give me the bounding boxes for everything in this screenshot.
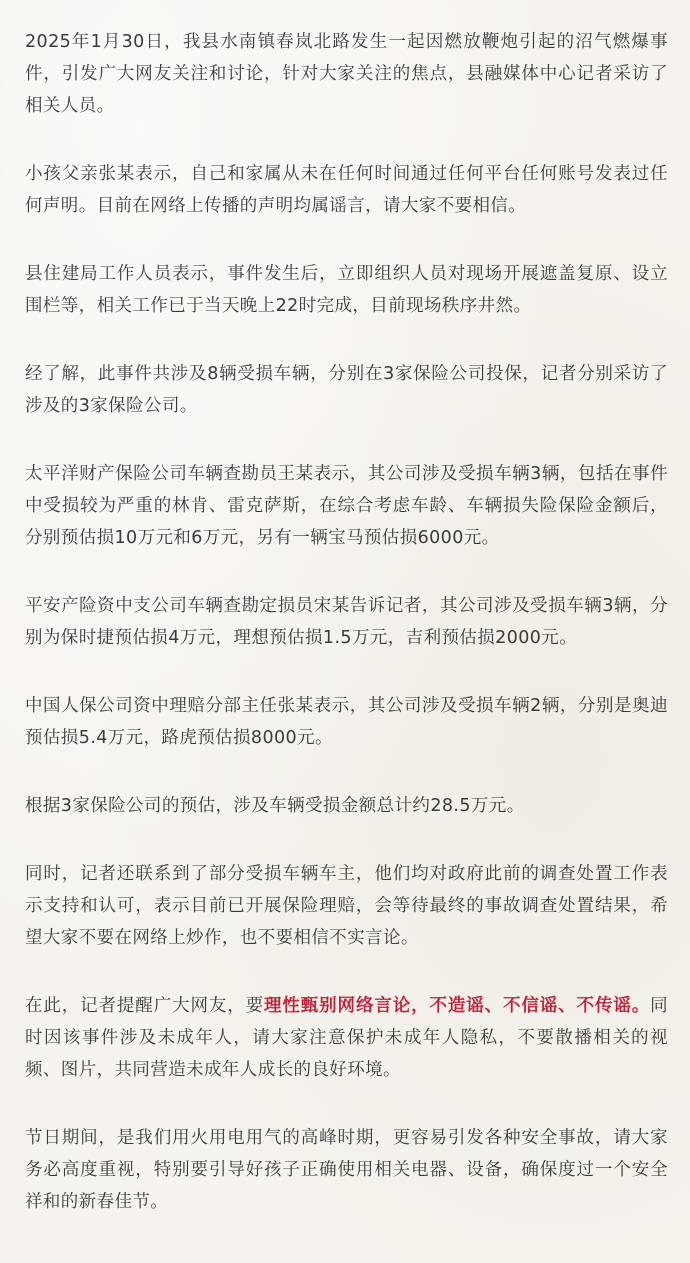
paragraph-pacific-insurance: 太平洋财产保险公司车辆查勘员王某表示，其公司涉及受损车辆3辆，包括在事件中受损较为严重的林肯、雷克萨斯，在综合考虑车龄、车辆损失险保险金额后，分别预估损10万元和6万元，另有一辆宝马预估损6000元。 bbox=[25, 464, 668, 548]
paragraph-picc-insurance: 中国人保公司资中理赔分部主任张某表示，其公司涉及受损车辆2辆，分别是奥迪预估损5.4万元，路虎预估损8000元。 bbox=[25, 696, 668, 748]
reminder-suffix: 同时因该事件涉及未成年人，请大家注意保护未成年人隐私，不要散播相关的视频、图片，共同营造未成年人成长的良好环境。 bbox=[25, 996, 669, 1080]
paragraph-vehicles-overview: 经了解，此事件共涉及8辆受损车辆，分别在3家保险公司投保，记者分别采访了涉及的3家保险公司。 bbox=[25, 364, 668, 416]
paragraph-father-statement: 小孩父亲张某表示，自己和家属从未在任何时间通过任何平台任何账号发表过任何声明。目前在网络上传播的声明均属谣言，请大家不要相信。 bbox=[25, 164, 668, 216]
reminder-highlight: 理性甄别网络言论，不造谣、不信谣、不传谣。 bbox=[264, 996, 651, 1016]
paragraph-holiday-safety: 节日期间，是我们用火用电用气的高峰时期，更容易引发各种安全事故，请大家务必高度重视，特别要引导好孩子正确使用相关电器、设备，确保度过一个安全祥和的新春佳节。 bbox=[25, 1128, 668, 1212]
paragraph-intro: 2025年1月30日，我县水南镇春岚北路发生一起因燃放鞭炮引起的沼气燃爆事件，引发广大网友关注和讨论，针对大家关注的焦点，县融媒体中心记者采访了相关人员。 bbox=[25, 32, 668, 116]
paragraph-housing-bureau: 县住建局工作人员表示，事件发生后，立即组织人员对现场开展遮盖复原、设立围栏等，相关工作已于当天晚上22时完成，目前现场秩序井然。 bbox=[25, 264, 668, 316]
paragraph-car-owners: 同时，记者还联系到了部分受损车辆车主，他们均对政府此前的调查处置工作表示支持和认可，表示目前已开展保险理赔，会等待最终的事故调查处置结果，希望大家不要在网络上炒作，也不要相信不实言论。 bbox=[25, 864, 668, 948]
paragraph-pingan-insurance: 平安产险资中支公司车辆查勘定损员宋某告诉记者，其公司涉及受损车辆3辆，分别为保时捷预估损4万元，理想预估损1.5万元，吉利预估损2000元。 bbox=[25, 596, 668, 648]
paragraph-total-loss: 根据3家保险公司的预估，涉及车辆受损金额总计约28.5万元。 bbox=[25, 796, 525, 816]
paragraph-reminder bbox=[25, 990, 668, 1086]
reminder-prefix: 在此，记者提醒广大网友，要 bbox=[25, 996, 265, 1016]
